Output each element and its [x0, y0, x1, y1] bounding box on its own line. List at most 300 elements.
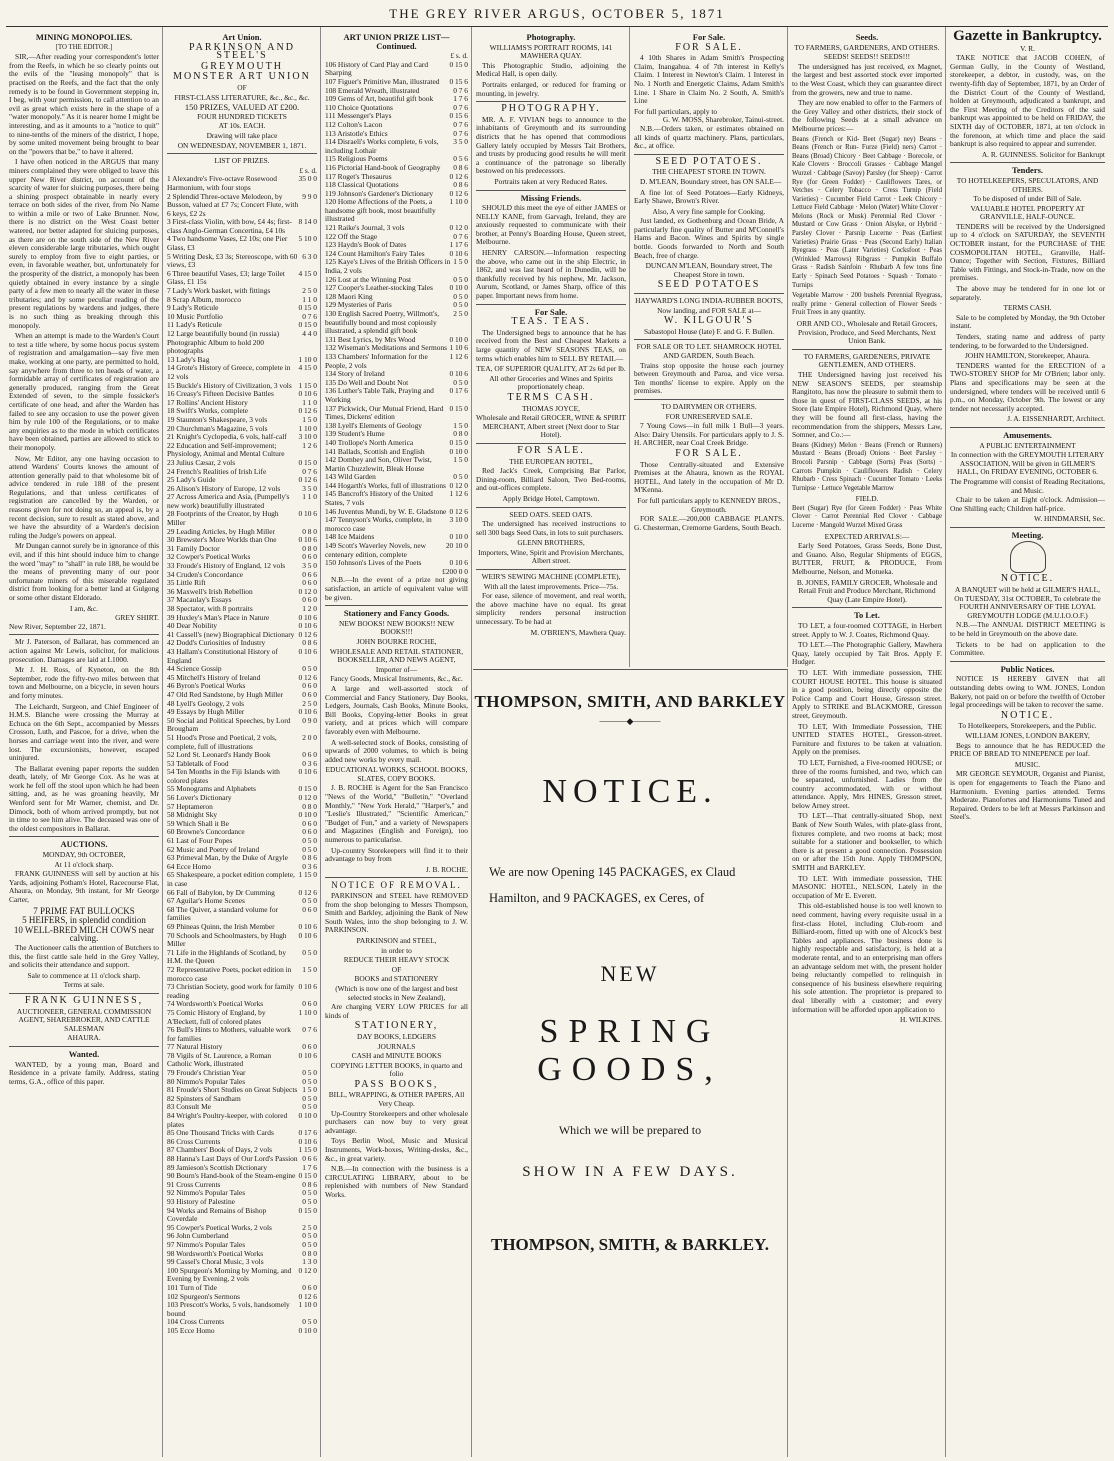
seeds-list-3: Beet (Sugar) Rye (for Green Fodder) · Peas White Clover · Carrot Perennial Red Clover · Cabbage Lucerne · Mangold Wurzel Mixed Grass: [792, 504, 942, 530]
amusement-title: A PUBLIC ENTERTAINMENT: [979, 440, 1076, 450]
divider: [476, 190, 626, 191]
removal-p1: PARKINSON and STEEL have REMOVED from the shop belonging to Messrs Thompson, Smith and Barkley, adjoining the Bank of New South Wales, into the shop belonging to J. W. PARKINSON.: [325, 891, 468, 935]
prize-value: 9 9 0: [302, 191, 317, 201]
gazette-body: TAKE NOTICE that JACOB COHEN, of German Gully, in the County of Westland, storekeeper, a debtor, in custody, was, on the twenty-fifth day of September, 1871, by an Order of the District Court of the County of Westland, holden at Greymouth, adjudicated a bankrupt, and the First Meeting of the Creditors of the said bankrupt was appointed to be held on FRIDAY, the SIXTH day of OCTOBER, 1871, at ten o'clock in the forenoon, at which time and place the said bankrupt is also required to appear and surrender.: [950, 53, 1105, 149]
prize-name: 129 Mysteries of Paris: [325, 300, 392, 310]
prize-value: 0 5 0: [302, 844, 317, 854]
mining-letter-p2: I have often noticed in the ARGUS that many miners complained they were obliged to leave this upper New River district, on account of the scarcity of water for sluicing purposes, there being a shining prospect obtainable in nearly every terrace on both sides of the river, from No Name to within a mile or two of Lake Brunner. Now, there is no district on the West Coast better watered, nor better adapted for sluicing purposes, as there are on the south side of the New River eleven considerable large tributaries, which ought surely to employ from five to eight parties, or even, in favorable weather, but, unfortunately for the prosperity of the district, a monopoly has been quietly obtained in every instance by a single party of a few men to nearly all the water in these tributaries; and by some peculiar reading of the present regulations by wardens and judges, there is no such thing as breaking through this monopoly.: [9, 157, 159, 330]
to-let-5: TO LET, Furnished, a Five-roomed HOUSE; or three of the rooms furnished, and two, which can be separated, unfurnished. Ladies from the country accommodated, with or without attendance. Apply, Mrs HINES, Gresson street, below Arney street.: [792, 757, 942, 810]
prize-value: 0 8 0: [302, 543, 317, 553]
prize-value: 0 12 6: [298, 887, 317, 897]
gazette-heading: Gazette in Bankruptcy.: [953, 28, 1102, 44]
prize-value: 2 5 0: [302, 1222, 317, 1232]
roche-p3: J. B. ROCHE is Agent for the San Francisco "News of the World," "Bulletin," "Overland Monthly," "New York Herald," "Harper's," and "Leslie's Illustrated," "Scientific American," "Budget of Fun," and a variety of Newspapers and Magazines (English and Foreign), too numerous to particularise.: [325, 783, 468, 845]
tenders-p: To be disposed of under Bill of Sale.: [973, 194, 1082, 204]
prize-name: 92 Nimmo's Popular Tales: [167, 1188, 246, 1198]
prize-name: 27 Across America and Asia, (Pumpelly's new work) beautifully illustrated: [167, 492, 290, 510]
prize-value: 0 10 0: [449, 283, 468, 293]
prize-name: 37 Macaulay's Essays: [167, 595, 232, 605]
prize-value: 3 5 0: [302, 483, 317, 493]
prize-value: 0 8 6: [453, 180, 468, 190]
prize-value: 0 5 0: [302, 836, 317, 846]
hayward-title: HAYWARD'S LONG INDIA-RUBBER BOOTS,: [635, 296, 783, 306]
to-let-7: TO LET. With immediate possession, THE MASONIC HOTEL, NELSON, Lately in the occupation of Mr E. Everett.: [792, 873, 942, 900]
prize-name: 89 Jamieson's Scottish Dictionary: [167, 1162, 268, 1172]
prize-name: 19 Staunton's Shakespeare, 3 vols: [167, 414, 268, 424]
auctioneer-desc: AUCTIONEER, GENERAL COMMISSION AGENT, SHAREBROKER, AND CATTLE SALESMAN: [16, 1006, 152, 1033]
roche-p1: A large and well-assorted stock of Commercial and Fancy Stationery, Day Books, Ledgers, Journals, Cash Books, Minute Books, Bill Books, Copying-letter Books in great variety, and at prices which will compare favorably even with Melbourne.: [325, 683, 468, 736]
prize-name: 135 Do Well and Doubt Not: [325, 377, 409, 387]
mining-letter-p5: Mr Dungan cannot surely be in ignorance of this evil, and if this hint should induce him to change the word "may" to "shall" in rule 188, he would be the means of preventing many of our poor unfortunate miners of this miserable regulated district from looking for a better land at Gulgong or some other distant Eldorado.: [9, 541, 159, 602]
monster-art-union: MONSTER ART UNION: [173, 71, 311, 83]
seed-potatoes-title: SEED POTATOES.: [655, 155, 763, 167]
thompson-smith-barkley-ad: [473, 669, 788, 1457]
prize-value: 0 5 0: [302, 1231, 317, 1241]
prize-name: 131 Best Lyrics, by Mrs Wood: [325, 334, 416, 344]
seed-oats-p: The undersigned has received instructions to sell 300 bags Seed Oats, in lots to suit purchasers.: [476, 519, 626, 537]
prize-value: 0 12 6: [298, 672, 317, 682]
seeds-p1: The undersigned has just received, ex Magnet, the largest and best assorted stock ever imported to the West Coast, which they can guarantee direct from the growers, new and true to name.: [792, 61, 942, 97]
prize-name: 104 Cross Currents: [167, 1317, 225, 1327]
prize-value: 0 7 6: [302, 311, 317, 321]
removal-order: in order to: [381, 945, 412, 955]
prize-item: [325, 61, 468, 78]
divider: [9, 993, 159, 994]
tenders-title: TO HOTELKEEPERS, SPECULATORS, AND OTHERS.: [956, 175, 1099, 194]
divider: [476, 101, 626, 102]
prize-value: 0 10 6: [298, 646, 317, 656]
prize-name: 115 Religious Poems: [325, 154, 388, 164]
auctions-heading: AUCTIONS.: [60, 839, 108, 850]
divider: [476, 304, 626, 305]
removal-books: BOOKS and STATIONERY: [354, 974, 439, 984]
prize-name: 124 Count Hamilton's Fairy Tales: [325, 248, 425, 258]
prize-value: 0 5 0: [453, 300, 468, 310]
prize-name: 41 Cassell's (new) Biographical Dictionary: [167, 629, 295, 639]
prize-value: 0 8 0: [453, 429, 468, 439]
prize-value: 1 12 6: [449, 489, 468, 499]
prize-name: 98 Wordsworth's Poetical Works: [167, 1248, 264, 1258]
auction-note: The Auctioneer calls the attention of Butchers to this, the first cattle sale held in the Grey Valley, and solicits their attendance and support.: [9, 942, 159, 970]
prize-item: [325, 138, 468, 155]
prize-name: 101 Turn of Tide: [167, 1282, 217, 1292]
ad-text: We are now Opening 145 PACKAGES, ex Claud Hamilton, and 9 PACKAGES, ex Ceres, of: [489, 865, 736, 905]
tenders-p3: The above may be tendered for in one lot or separately.: [950, 284, 1105, 302]
prize-value: 0 12 0: [298, 1265, 317, 1275]
public-notices-heading: Public Notices.: [1000, 663, 1055, 674]
seeds-list-2: Beans (Kidney) Melon · Beans (French or Runners) Mustard · Beans (Broad) Onions · Beet Parsley · Brocoli Parsnip · Cabbage (Sorts) Peas (Sorts) · Carrots Pumpkin · Cauliflowers Radish · Celery Rhubarb · Cress Spinach · Cucumber Tomato · Leeks Turnipse · Lettuce Vegetable Marrow: [792, 441, 942, 492]
prize-value: 8 14 0: [298, 217, 317, 227]
prize-value: 0 10 0: [298, 1325, 317, 1335]
moss-nb: N.B.—Orders taken, or estimates obtained on all kinds of quartz machinery. Plans, particulars, &c., at office.: [634, 123, 784, 151]
column-3: [322, 27, 472, 1457]
prize-name: 65 Shakespeare, a pocket edition complete, in case: [167, 870, 295, 888]
williams-p2: Portraits enlarged, or reduced for framing or mounting, in jewelry.: [476, 79, 626, 98]
prize-name: 39 Huxley's Man's Place in Nature: [167, 612, 270, 622]
to-let-1: TO LET, a four-roomed COTTAGE, in Herbert street. Apply to W. J. Coates, Richmond Quay.: [792, 621, 942, 639]
prize-value: 1 3 0: [302, 1257, 317, 1267]
prize-name: 31 Family Doctor: [167, 543, 220, 553]
divider: [9, 1046, 159, 1047]
prize-value: 0 8 6: [302, 853, 317, 863]
roche-goods: Fancy Goods, Musical Instruments, &c., &c.: [330, 674, 463, 684]
prize-value: 0 6 0: [302, 552, 317, 562]
removal-sig: PARKINSON and STEEL,: [356, 935, 437, 945]
prize-value: 0 10 6: [449, 558, 468, 568]
prize-name: 21 Knight's Cyclopedia, 6 vols, half-calf: [167, 432, 287, 442]
prize-value: 1 17 6: [449, 240, 468, 250]
vivian-p2: Portraits taken at very Reduced Rates.: [494, 176, 608, 186]
prize-value: 0 12 0: [449, 480, 468, 490]
prize-value: 0 10 6: [298, 1136, 317, 1146]
prize-value: 4 15 0: [298, 363, 317, 373]
divider: [476, 443, 626, 444]
removal-of: OF: [391, 964, 402, 974]
prize-item: [325, 456, 468, 473]
prize-value: 0 6 6: [302, 1154, 317, 1163]
prize-value: 20 10 0: [445, 541, 468, 551]
prize-item: [167, 493, 317, 510]
letter-sign: I am, &c.: [70, 603, 98, 613]
prize-value: 0 8 6: [453, 162, 468, 172]
roche-desc: WHOLESALE AND RETAIL STATIONER, BOOKSELLER, AND NEWS AGENT,: [329, 646, 464, 665]
seeds-list: Beans (French or Kid- Beet (Sugar) ney) Beans · Beans (French or Run- Furze (Field) ners) Carrot · Beans (Broad) Chicory · Beet Cabbage · Borecole, or Kale Clovers · Broccoli Grasses · Cabbage Mangel Wurzel · Cabbage (Savoy) Parsley (for Sheep) · Carrot Rye (for Green Fodder) · Cauliflowers Tares, or Vetches · Celery Tobacco · Cress Turnip (Field Varieties) · Cucumber Field Carrot · Leek Chicory · Lettuce Field Cabbage · Melon (Water) White Clover · Melons (Rock or Musk) Perennial Red Clover · Mustard or Cow Grass · Onion Alsyke, or Hybrid · Parsley Clover · Parsnip Lucerne · Peas (Earliest Varieties) Prairie Grass · Peas (Second Early) Italian Ryegrass · Peas (Later Varieties) Cocksfoot · Peas (Wrinkled Marrows) Ribgrass · Pumpkin Buffalo Grass · Radish Sainfoin · Rhubarb A few tons fine Early · Spinach Seed Potatoes · Squash · Tomato · Turnips: [792, 135, 942, 289]
removal-day: DAY BOOKS, LEDGERS: [357, 1031, 436, 1041]
prize-value: 0 5 0: [302, 1093, 317, 1103]
prize-name: 62 Music and Poetry of Ireland: [167, 844, 260, 854]
prize-item: [167, 1052, 317, 1069]
amusement-p2: The Programme will consist of Reading Recitations, and Music.: [950, 476, 1105, 495]
prize-item: [167, 768, 317, 785]
prize-name: 49 Essays by Hugh Miller: [167, 707, 245, 717]
prize-note: N.B.—In the event of a prize not giving satisfaction, an article of equivalent value will be given.: [325, 575, 468, 602]
prize-value: 0 12 0: [298, 793, 317, 803]
prize-value: 0 7 6: [453, 128, 468, 138]
prize-value: 0 5 0: [302, 1317, 317, 1327]
cabbage-plants: FOR SALE.—200,000 CABBAGE PLANTS. G. Chesterman, Cremorne Gardens, South Beach.: [634, 514, 784, 532]
prize-name: 14 Grote's History of Greece, complete in 12 vols: [167, 363, 291, 381]
amusements-heading: Amusements.: [1003, 429, 1052, 440]
amusement-p3: Chair to be taken at Eight o'clock. Admission—One Shilling each; Children half-price.: [950, 495, 1105, 513]
prize-name: 134 Story of Ireland: [325, 369, 385, 379]
prize-value: 0 6 0: [302, 750, 317, 760]
prize-value: 0 12 6: [298, 475, 317, 485]
for-sale-title-2: FOR SALE.: [675, 447, 743, 459]
dairy-title: TO DAIRYMEN OR OTHERS.: [661, 401, 757, 411]
prize-item: [325, 387, 468, 404]
prize-name: 75 Comic History of England, by A'Beckett, full of colored plates: [167, 1007, 266, 1026]
tenders-cash: TERMS CASH.: [1003, 303, 1052, 313]
tenders-sig: JOHN HAMILTON, Storekeeper, Ahaura.: [965, 351, 1090, 361]
gazette-sig: A. R. GUINNESS. Solicitor for Bankrupt: [981, 149, 1105, 159]
prize-value: 1 15 0: [298, 1145, 317, 1155]
newspaper-page: [6, 26, 1108, 1457]
amusement-sig: W. HINDMARSH, Sec.: [1034, 514, 1105, 524]
prize-value: 1 15 0: [298, 870, 317, 880]
prize-item: [167, 1301, 317, 1318]
prize-item: [167, 330, 317, 356]
prize-name: 66 Fall of Babylon, by Dr Cumming: [167, 887, 275, 897]
prize-name: 139 Student's Hume: [325, 429, 385, 439]
auction-sale: Sale to commence at 11 o'clock sharp.: [27, 970, 141, 980]
prize-value: 0 10 6: [298, 535, 317, 545]
roche-p4: Up-country Storekeepers will find it to their advantage to buy from: [325, 845, 468, 864]
prize-value: 0 6 0: [302, 578, 317, 588]
ad-spring-goods: SPRING GOODS,: [537, 1013, 723, 1088]
roche-edu: EDUCATIONAL WORKS, SCHOOL BOOKS, SLATES, COPY BOOKS.: [325, 765, 468, 783]
public-notice-3: Begs to announce that he has REDUCED the PRICE OF BREAD TO NINEPENCE per loaf.: [950, 740, 1105, 759]
divider: [792, 607, 942, 608]
to-let-heading: To Let.: [854, 610, 880, 621]
prize-value: 0 6 0: [302, 689, 317, 699]
prize-value: 1 1 0: [302, 492, 317, 502]
prize-value: 0 6 0: [302, 1042, 317, 1052]
dairy-p2: 7 Young Cows—in full milk 1 Bull—3 years. Also: Dairy Utensils. For particulars apply to J. S. H. ARCHER, near Coal Creek Bridge.: [634, 421, 784, 448]
prize-name: 147 Tennyson's Works, complete, in morocco case: [325, 515, 432, 533]
prize-name: 150 Johnson's Lives of the Poets: [325, 558, 422, 568]
prize-value: 0 15 0: [449, 59, 468, 69]
orr-sig: ORR AND CO., Wholesale and Retail Grocers, Provision, Produce, and Seed Merchants, Next Union Bank.: [796, 319, 938, 346]
prize-value: 0 6 0: [302, 827, 317, 837]
williams-p: This Photographic Studio, adjoining the Medical Hall, is open daily.: [476, 60, 626, 79]
prize-item: [325, 542, 468, 559]
divider: [950, 162, 1105, 163]
prize-value: 3 5 0: [453, 137, 468, 147]
news-item: Mr J. H. Ross, of Kyneton, on the 8th September, rode the fifty-two miles between that town and Melbourne, on a bicycle, in seven hours and forty minutes.: [9, 665, 159, 700]
prize-value: 0 15 6: [449, 111, 468, 121]
glenn-desc: Importers, Wine, Spirit and Provision Merchants, Albert street.: [478, 547, 624, 566]
removal-stationery: STATIONERY,: [354, 1020, 439, 1032]
auction-lot: 10 WELL-BRED MILCH COWS near calving.: [13, 924, 155, 944]
prize-list: [167, 175, 317, 1335]
prize-name: 1 Alexandre's Five-octave Rosewood Harmonium, with four stops: [167, 174, 277, 192]
prize-name: 130 English Sacred Poetry, Willmott's, beautifully bound and most copiously illustrated, a splendid gift book: [325, 309, 440, 336]
prize-value: 0 12 6: [449, 506, 468, 516]
prize-value: 0 5 0: [302, 1102, 317, 1112]
public-notice-1: NOTICE IS HEREBY GIVEN that all outstanding debts owing to WM. JONES, London Bakery, not paid on or before the twelfth of October legal proceedings will be taken to recover the same.: [950, 674, 1105, 710]
prize-value: 0 15 0: [449, 403, 468, 413]
prize-name: 144 Hogarth's Works, full of illustrations: [325, 480, 446, 490]
prize-name: 123 Haydn's Book of Dates: [325, 240, 407, 250]
prize-value: 1 10 0: [298, 1007, 317, 1017]
prize-item: [325, 516, 468, 533]
prize-item: [167, 932, 317, 949]
letter-date: New River, September 22, 1871.: [9, 621, 106, 631]
prize-name: 91 Cross Currents: [167, 1179, 221, 1189]
prize-value: 0 7 6: [302, 466, 317, 476]
meeting-heading: Meeting.: [1011, 529, 1044, 540]
prize-value: 0 8 0: [302, 801, 317, 811]
prize-item: [167, 983, 317, 1000]
for-sale-heading: For Sale.: [534, 306, 568, 317]
prize-value: 0 5 0: [453, 291, 468, 301]
divider: [950, 427, 1105, 428]
prize-name: 15 Buckle's History of Civilization, 3 vols: [167, 380, 292, 390]
prize-name: 2 Splendid Three-octave Melodeon, by Busson, valued at £7 7s; Concert Flute, with 6 keys, £2 2s: [167, 191, 299, 218]
tenders-p2: TENDERS will be received by the Undersigned up to 4 o'clock on SATURDAY, the SEVENTH OCTOBER instant, for the PURCHASE of THE COSMOPOLITAN HOTEL, Granville, Half-Ounce; Together with Section, Fixtures, Billiard Table with Fittings, and Stock-in-Trade, now on the premises.: [950, 221, 1105, 283]
prize-name: 57 Heptameron: [167, 801, 213, 811]
firm-name: PARKINSON AND STEEL'S: [189, 41, 295, 62]
prize-name: 112 Colton's Lacon: [325, 119, 383, 129]
vivian-p: MR. A. F. VIVIAN begs to announce to the inhabitants of Greymouth and its surrounding districts that he has opened that commodious Gallery lately occupied by Messrs Tait Brothers, and trusts by producing good results he will merit a continuance of the patronage so liberally bestowed on his predecessors.: [476, 114, 626, 176]
prize-value: 0 6 0: [302, 681, 317, 691]
prize-name: 137 Pickwick, Our Mutual Friend, Hard Times, Dickens' edition: [325, 403, 444, 422]
prize-total: £200 0 0: [442, 566, 468, 576]
prize-name: 44 Science Gossip: [167, 664, 222, 674]
prize-name: 99 Cassel's Choral Music, 3 vols: [167, 1257, 264, 1267]
prize-value: 0 10 6: [298, 707, 317, 717]
prize-item: [167, 1207, 317, 1224]
prize-value: 0 12 6: [298, 629, 317, 639]
prize-name: 67 Aguilar's Home Scenes: [167, 896, 245, 906]
prize-name: 40 Dear Nobility: [167, 621, 218, 631]
prize-value: 1 10 0: [298, 1300, 317, 1310]
divider: [9, 836, 159, 837]
removal-reduce: REDUCE THEIR HEAVY STOCK: [343, 955, 450, 965]
prize-value: 0 5 0: [302, 1068, 317, 1078]
currency-columns: £ s. d.: [299, 165, 317, 175]
to-let-3: TO LET. With immediate possession, THE COURT HOUSE HOTEL. This house is situated in a good position, being directly opposite the Police Camp and Court House, Gresson street. Apply to STRIKE and BLACKMORE, Gresson street, Greymouth.: [792, 667, 942, 720]
prize-name: 16 Creasy's Fifteen Decisive Battles: [167, 389, 274, 399]
prize-value: 1 1 0: [302, 294, 317, 304]
divider: [950, 527, 1105, 528]
prize-item: [167, 648, 317, 665]
prize-value: 0 10 6: [298, 921, 317, 931]
prize-item: [167, 717, 317, 734]
prize-value: 0 5 0: [302, 1188, 317, 1198]
removal-pass: PASS BOOKS,: [354, 1078, 439, 1090]
to-let-7-body: This old-established house is too well known to need comment, having every requisite usual in a first-class Hotel, including Club-room and Billiard-room, fitted up with one of Alcock's best Tables and appliances. The business done is highly respectable and satisfactory, is held at a moderate rental, and to an enterprising man offers an advantage seldom met with, the present holder being reluctantly compelled to relinquish in consequence of his business elsewhere requiring his sole attention. The proprietor is prepared to deal liberally with a customer; and every information will be afforded upon application to: [792, 901, 942, 1014]
prize-item: [167, 442, 317, 459]
prize-value: 0 10 6: [298, 389, 317, 399]
prize-value: 1 10 0: [298, 423, 317, 433]
auctioneer-name: FRANK GUINNESS,: [24, 994, 144, 1006]
prize-item: [167, 1112, 317, 1129]
teas-p2: TEA, OF SUPERIOR QUALITY, AT 2s 6d per lb.: [476, 364, 626, 374]
prize-name: 103 Prescott's Works, 5 vols, handsomely bound: [167, 1300, 290, 1318]
prize-value: 2 5 0: [453, 309, 468, 318]
auction-lot: 5 HEIFERS, in splendid condition: [22, 915, 146, 926]
prize-name: 17 Rollins' Ancient History: [167, 397, 248, 407]
to-let-4: TO LET, With Immediate Possession, THE UNITED STATES HOTEL, Gresson-street. Furniture and fixtures to be taken at valuation. Apply on the premises.: [792, 721, 942, 757]
prize-name: 35 Little Rift: [167, 578, 206, 588]
weir-p2: For ease, silence of movement, and real worth, the above machine have no equal. Its great simplicity renders personal instruction unnecessary. To be had at: [476, 591, 626, 627]
prize-name: 125 Kaye's Lives of the British Officers in India, 2 vols: [325, 257, 451, 276]
prize-name: 47 Old Red Sandstone, by Hugh Miller: [167, 689, 283, 699]
divider: [634, 339, 784, 340]
prize-value: 0 10 0: [449, 446, 468, 456]
prize-value: 0 6 0: [302, 595, 317, 605]
flourish-ornament: ———◆———: [599, 716, 661, 726]
prize-value: 1 1 0: [302, 397, 317, 407]
prize-name: 28 Footprints of the Creator, by Hugh Miller: [167, 509, 279, 528]
shamrock-p: Trains stop opposite the house each journey between Greymouth and Paroa, and vice versa. Ten months' license to expire. Apply on the premises.: [634, 360, 784, 396]
price-label: AT 10s. EACH.: [218, 121, 266, 131]
joyce-desc: Wholesale and Retail GROCER, WINE & SPIRIT MERCHANT, Albert street (Next door to Star Hotel).: [476, 413, 626, 440]
prize-item: [167, 949, 317, 966]
prize-value: 4 15 0: [298, 268, 317, 278]
mlean-p2: Also, A very fine sample for Cooking.: [652, 206, 766, 216]
divider: [325, 877, 468, 878]
prize-value: 1 5 0: [302, 414, 317, 424]
prize-name: 59 Which Shall it Be: [167, 818, 229, 828]
prize-name: 111 Messenger's Plays: [325, 111, 392, 121]
tenders-property: VALUABLE HOTEL PROPERTY AT GRANVILLE, HALF-OUNCE.: [970, 203, 1085, 222]
cheapest-store: THE CHEAPEST STORE IN TOWN.: [652, 167, 766, 177]
meeting-p2: Tickets to be had on application to the Committee.: [950, 639, 1105, 658]
music-p: MR GEORGE SEYMOUR, Organist and Pianist, is open for engagements to Teach the Piano and Harmonium. Evening parties attended. Terms Moderate. Pianofortes and Harmoniums Tuned and Repaired. Orders to be left at Messrs Parkinson and Steel's.: [950, 769, 1105, 822]
seed-potatoes-2: SEED POTATOES: [657, 279, 761, 291]
to-editor: [TO THE EDITOR.]: [55, 43, 113, 51]
prize-name: 63 Primeval Man, by the Duke of Argyle: [167, 853, 288, 863]
prize-item: [325, 353, 468, 370]
prize-name: 143 Wild Garden: [325, 472, 376, 482]
list-heading: LIST OF PRIZES.: [214, 156, 270, 166]
prizes-label: 150 PRIZES, VALUED AT £200.: [184, 102, 300, 113]
weir-sig: M. O'BRIEN'S, Mawhera Quay.: [530, 627, 626, 637]
prize-value: 3 10 0: [449, 515, 468, 525]
photography-heading: Photography.: [526, 32, 576, 42]
prize-name: 13 Lady's Bag: [167, 354, 210, 364]
prize-value: 2 0 0: [302, 732, 317, 742]
tenders-heading: Tenders.: [1011, 165, 1044, 176]
prize-name: 5 Writing Desk, £3 3s; Stereoscope, with 60 views, £3: [167, 251, 298, 270]
new-books: NEW BOOKS! NEW BOOKS!! NEW BOOKS!!!: [338, 618, 455, 637]
prize-name: 29 Leading Articles, by Hugh Miller: [167, 526, 275, 536]
prize-item: [325, 310, 468, 336]
masthead: THE GREY RIVER ARGUS, OCTOBER 5, 1871: [389, 6, 725, 21]
mining-letter-p3: When an attempt is made to the Warden's Court to test a title where, by some hocus pocus system of registration and amalgamation—say five men make, working at one party, are permitted to hold, say anywhere from three to ten heads of water, a formidable array of certificates of registration are generally produced, ranging from the Great Extended of seven, to the simple fossicker's certificate of one head, and after the Warden has failed to see any occasion to use the power given him by rule 100 of the Regulations, or to make any enquiries as to the mode in which certificates have been obtained, parties are allowed to stick to their monopoly.: [9, 331, 159, 452]
prize-value: 0 8 0: [302, 1248, 317, 1258]
hayward-p: Now landing, and FOR SALE at—: [657, 305, 761, 315]
ad-new: NEW: [600, 961, 660, 986]
ad-show: SHOW IN A FEW DAYS.: [522, 1164, 738, 1180]
meeting-p: A BANQUET will be held at GILMER'S HALL, On TUESDAY, 31st OCTOBER, To celebrate the FOURTH ANNIVERSARY OF THE LOYAL GREYMOUTH LODGE (M.U.I.O.O.F.): [954, 585, 1101, 620]
prize-value: 1 10 0: [449, 197, 468, 207]
prize-value: 0 5 0: [453, 472, 468, 482]
prize-name: 50 Social and Political Speeches, by Lord Brougham: [167, 715, 291, 734]
prize-value: 0 5 0: [302, 1076, 317, 1086]
tenders-p4: Sale to be completed by Monday, the 9th October instant.: [950, 312, 1105, 331]
prize-name: 142 Dombey and Son, Oliver Twist, Martin Chuzzlewitt, Bleak House: [325, 455, 432, 473]
prize-name: 110 Choice Quotations: [325, 102, 393, 112]
prize-value: 0 5 0: [302, 947, 317, 957]
prize-value: 0 8 0: [302, 526, 317, 536]
field-label: FIELD.: [855, 494, 879, 504]
prize-name: 100 Spurgeon's Morning by Morning, and Evening by Evening, 2 vols: [167, 1265, 292, 1284]
removal-toys: Toys Berlin Wool, Music and Musical Instruments, Work-boxes, Writing-desks, &c., &c., in great variety.: [325, 1136, 468, 1163]
prize-value: 2 5 0: [302, 286, 317, 296]
prize-name: 51 Hood's Prose and Poetical, 2 vols, complete, full of illustrations: [167, 732, 277, 751]
royal-hotel: Those Centrally-situated and Extensive Premises at the Ahaura, known as the ROYAL HOTEL, And lately in the occupation of Mr D. M'Kenna.: [634, 459, 784, 495]
news-item: Mr J. Paterson, of Ballarat, has commenced an action against Mr Lewis, solicitor, for malicious prosecution. Damages are laid at L1000.: [9, 637, 159, 664]
roche-p2: A well-selected stock of Books, consisting of upwards of 2000 volumes, to which is being added new works by every mail.: [325, 737, 468, 764]
prize-name: 18 Swift's Works, complete: [167, 406, 249, 416]
for-sale-title: FOR SALE.: [675, 41, 743, 53]
prize-name: 20 Churchman's Magazine, 5 vols: [167, 423, 268, 433]
prize-item: [167, 193, 317, 219]
mlean-p1: A fine lot of Seed Potatoes—Early Kidneys, Early Shawe, Brown's River.: [634, 187, 784, 206]
shares-apply: For full particulars, apply to: [634, 106, 718, 116]
mlean-p3: Just landed, ex Gothenburg and Ocean Bride, A particularly fine quality of Butter and M'Connell's Hams and Bacon. Wines and Spirits by single bottle. Goods forwarded to North and South Beach, free of charge.: [634, 216, 784, 260]
prize-name: 83 Consult Me: [167, 1102, 211, 1112]
mining-letter-p4: Now, Mr Editor, any one having occasion to attend Wardens' Courts knows the amount of attention generally paid to that wholesome bit of advice tendered in rule 188 of the present Regulations, and that unless certificates of registration are cancelled by the Warden, or reasons given for not doing so, an appeal is, by a recent decision, sure to result as stated above, and we have the absurdity of a Warden's decision ruling the Judge's powers on appeal.: [9, 453, 159, 540]
prize-name: 82 Spinsters of Sandham: [167, 1093, 241, 1103]
removal-copying: COPYING LETTER BOOKS, in quarto and folio: [330, 1060, 463, 1079]
prize-value: 0 15 0: [298, 457, 317, 467]
prize-name: 25 Lady's Guide: [167, 475, 216, 485]
prize-name: 121 Raike's Journal, 3 vols: [325, 223, 405, 233]
